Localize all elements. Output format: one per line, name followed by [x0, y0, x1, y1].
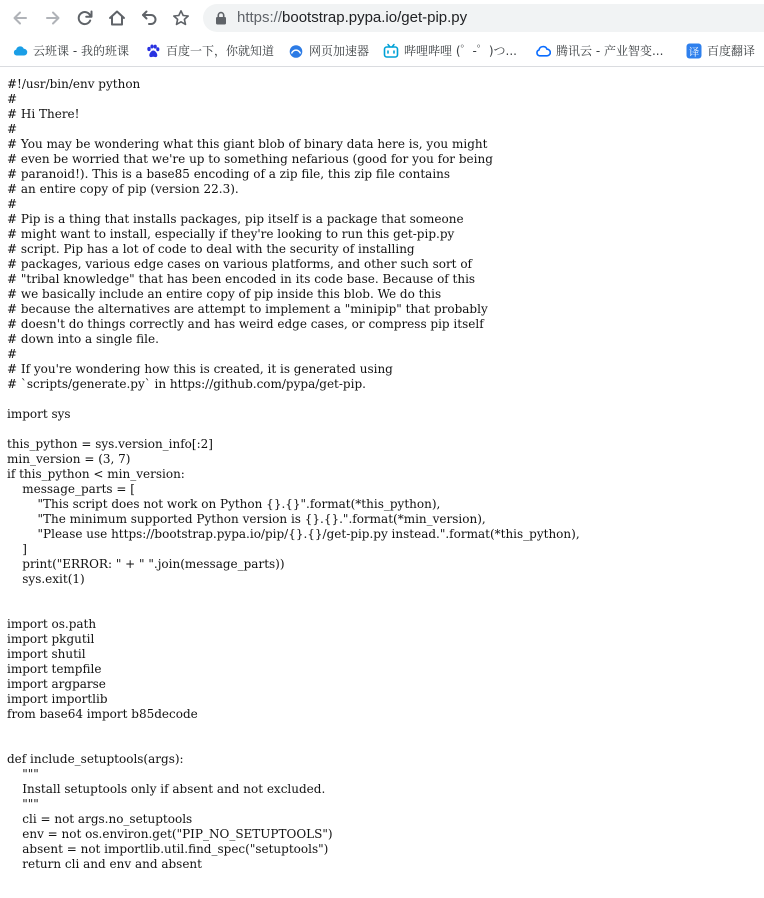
url-scheme: https:// — [237, 9, 283, 26]
baidu-paw-icon — [145, 43, 161, 59]
arrow-right-icon — [43, 8, 63, 28]
page-content — [0, 67, 764, 898]
forward-button[interactable] — [41, 6, 65, 30]
undo-button[interactable] — [137, 6, 161, 30]
browser-toolbar — [0, 0, 764, 36]
undo-icon — [139, 8, 159, 28]
bookmark-label: 腾讯云 - 产业智变... — [556, 44, 664, 58]
bookmarks-bar — [0, 36, 764, 67]
bookmark-label: 百度一下，你就知道 — [166, 44, 275, 58]
cloud-class-icon — [12, 43, 28, 59]
bookmark-item-tencent-cloud[interactable] — [535, 42, 663, 60]
bilibili-icon — [383, 43, 399, 59]
bookmark-label: 网页加速器 — [309, 44, 370, 58]
url-text — [237, 9, 467, 27]
tencent-cloud-icon — [535, 43, 551, 59]
bookmark-item-accelerator[interactable] — [288, 42, 369, 60]
arrow-left-icon — [10, 8, 30, 28]
reload-icon — [75, 8, 95, 28]
accelerator-icon — [288, 43, 304, 59]
lock-icon — [214, 11, 228, 25]
bookmark-label: 云班课 - 我的班课 — [33, 44, 129, 58]
home-button[interactable] — [105, 6, 129, 30]
bookmark-item-cloud-class[interactable] — [12, 42, 129, 60]
reload-button[interactable] — [73, 6, 97, 30]
svg-text:译: 译 — [688, 46, 700, 59]
star-icon — [171, 8, 191, 28]
bookmark-item-bilibili[interactable] — [383, 42, 517, 60]
bookmark-item-baidu[interactable] — [145, 42, 274, 60]
bookmark-label: 哔哩哔哩 (゜-゜)つ... — [404, 44, 517, 58]
address-bar[interactable] — [203, 4, 764, 32]
bookmark-item-baidu-translate[interactable] — [686, 42, 755, 60]
home-icon — [107, 8, 127, 28]
baidu-translate-icon — [686, 43, 702, 59]
url-host-path: bootstrap.pypa.io/get-pip.py — [282, 9, 468, 26]
bookmark-star-button[interactable] — [169, 6, 193, 30]
back-button[interactable] — [8, 6, 32, 30]
bookmark-label: 百度翻译 — [707, 44, 756, 58]
python-source-text: #!/usr/bin/env python # # Hi There! # # You may be wondering what this giant blob of binary data here is, you might # even be worried that we're up to something nefarious (good for you for being # paranoid!). This is a base85 encoding of a zip file, this zip file contains # an entire copy of pip (version 22.3). # # Pip is a thing that installs packages, pip itself is a package that someone # might want to install, especially if they're looking to run this get-pip.py # script. Pip has a lot of code to deal with the security of installing # packages, various edge cases on various platforms, and other such sort of # "tribal knowledge" that has been encoded in its code base. Because of this # we basically include an entire copy of pip inside this blob. We do this # because the alternatives are attempt to implement a "minipip" that probably # doesn't do things correctly and has weird edge cases, or compress pip itself # down into a single file. # # If you're wondering how this is created, it is generated using # `scripts/generate.py` in https://github.com/pypa/get-pip. import sys this_python = sys.version_info[:2] min_version = (3, 7) if this_python < min_version: message_parts = [ "This script does not work on Python {}.{}".format(*this_python), "The minimum supported Python version is {}.{}.".format(*min_version), "Please use https://bootstrap.pypa.io/pip/{}.{}/get-pip.py instead.".format(*this_python), ] print("ERROR: " + " ".join(message_parts)) sys.exit(1) import os.path import pkgutil import shutil import tempfile import argparse import importlib from base64 import b85decode def include_setuptools(args): """ Install setuptools only if absent and not excluded. """ cli = not args.no_setuptools env = not os.environ.get("PIP_NO_SETUPTOOLS") absent = not importlib.util.find_spec("setuptools") return cli and env and absent — [7, 77, 580, 871]
